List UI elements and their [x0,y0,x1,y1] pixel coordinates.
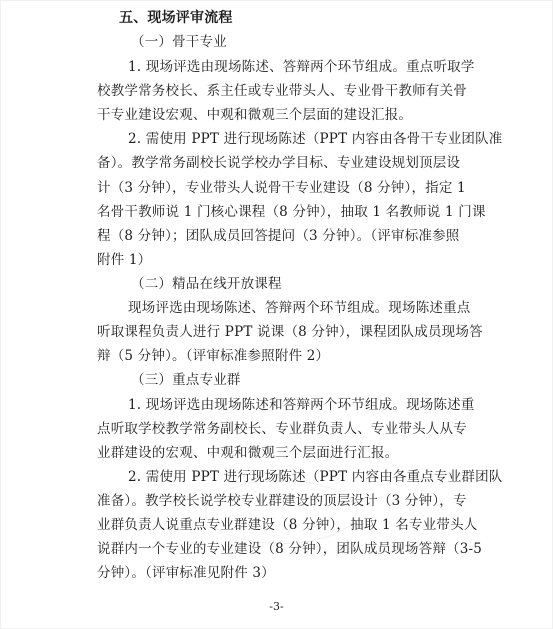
paragraph-line: 备）。教学常务副校长说学校办学目标、专业建设规划顶层设 [97,155,461,171]
paragraph-line: 计（3 分钟），专业带头人说骨干专业建设（8 分钟），指定 1 [97,180,466,196]
page-number: -3- [269,600,284,613]
paragraph-line: 干专业建设宏观、中观和微观三个层面的建设汇报。 [97,107,413,123]
paragraph-line: 准备）。教学校长说学校专业群建设的顶层设计（3 分钟），专 [97,493,467,509]
paragraph-line: 听取课程负责人进行 PPT 说课（8 分钟），课程团队成员现场答 [97,324,483,340]
paragraph-line: 1. 现场评选由现场陈述、答辩两个环节组成。重点听取学 [128,59,475,75]
paragraph-line: 校教学常务校长、系主任或专业带头人、专业骨干教师有关骨 [97,83,467,99]
faint-stamp-mark [205,480,357,544]
subsection-heading: （一）骨干专业 [131,34,227,50]
paragraph-line: 现场评选由现场陈述、答辩两个环节组成。现场陈述重点 [128,300,471,316]
paragraph-line: 点听取学校教学常务副校长、专业群负责人、专业带头人从专 [97,421,467,437]
paragraph-line: 说群内一个专业的专业建设（8 分钟），团队成员现场答辩（3-5 [97,541,483,557]
subsection-heading: （三）重点专业群 [131,372,241,388]
paragraph-line: 辩（5 分钟）。（评审标准参照附件 2） [97,348,330,364]
paragraph-line: 1. 现场评选由现场陈述和答辩两个环节组成。现场陈述重 [128,397,475,413]
paragraph-line: 附件 1） [97,252,152,268]
paragraph-line: 程（8 分钟）；团队成员回答提问（3 分钟）。（评审标准参照 [97,228,460,244]
section-heading: 五、现场评审流程 [119,10,233,26]
paragraph-line: 分钟）。（评审标准见附件 3） [97,565,275,581]
paragraph-line: 2. 需使用 PPT 进行现场陈述（PPT 内容由各重点专业群团队 [128,469,503,485]
paragraph-line: 名骨干教师说 1 门核心课程（8 分钟），抽取 1 名教师说 1 门课 [97,204,486,220]
paragraph-line: 业群负责人说重点专业群建设（8 分钟），抽取 1 名专业带头人 [97,517,478,533]
subsection-heading: （二）精品在线开放课程 [131,276,282,292]
paragraph-line: 业群建设的宏观、中观和微观三个层面进行汇报。 [97,445,399,461]
paragraph-line: 2. 需使用 PPT 进行现场陈述（PPT 内容由各骨干专业团队准 [128,131,503,147]
